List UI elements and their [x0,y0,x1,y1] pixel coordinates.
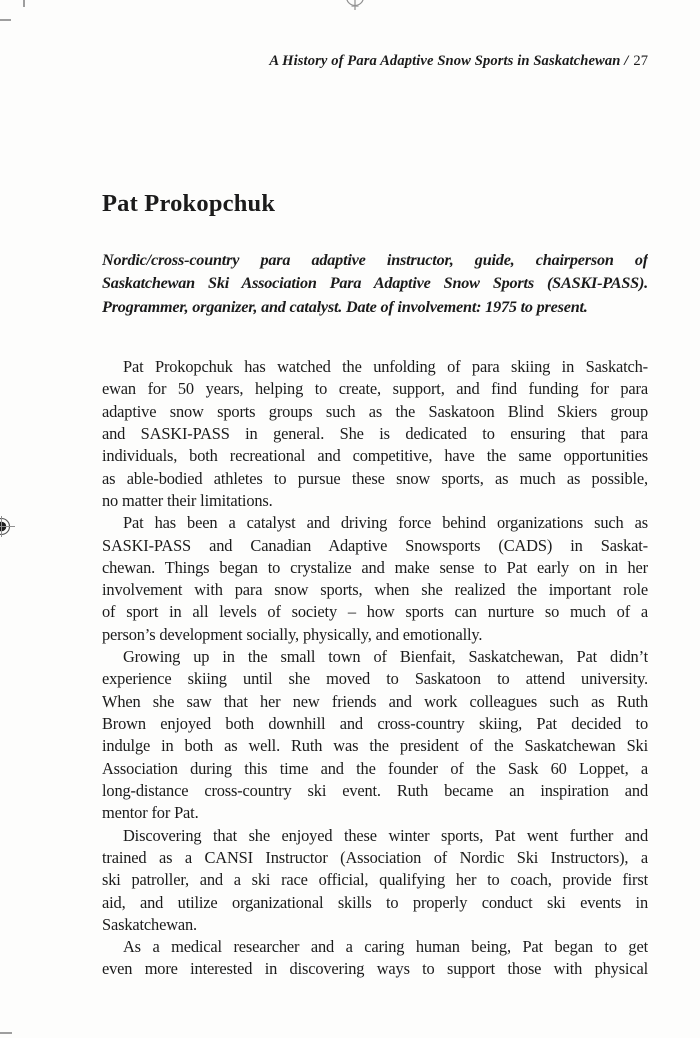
text-line: Association during this time and the founder of the Sask 60 Loppet, a [102,758,648,778]
text-line: Saskatchewan. [102,914,197,934]
text-line: mentor for Pat. [102,803,199,823]
page-title: Pat Prokopchuk [102,190,276,218]
text-line: trained as a CANSI Instructor (Association of Nordic Ski Instructors), a [102,847,648,867]
body-text [102,356,648,981]
text-line: SASKI-PASS and Canadian Adaptive Snowsports (CADS) in Saskat- [102,535,648,555]
text-line: ewan for 50 years, helping to create, support, and find funding for para [102,379,648,399]
text-line: When she saw that her new friends and work colleagues such as Ruth [102,691,648,711]
text-line: person’s development socially, physically, and emotionally. [102,624,483,644]
running-title: A History of Para Adaptive Snow Sports in Saskatchewan / [269,53,629,69]
subtitle-line: Saskatchewan Ski Association Para Adaptive Snow Sports (SASKI-PASS). [102,274,648,293]
text-line: long-distance cross-country ski event. Ruth became an inspiration and [102,780,648,800]
text-line: adaptive snow sports groups such as the Saskatoon Blind Skiers group [102,401,648,421]
text-line: even more interested in discovering ways to support those with physical [102,959,648,979]
bio-summary [102,249,648,319]
crop-mark-top-left-horizontal-icon [0,19,11,21]
text-line: experience skiing until she moved to Saskatoon to attend university. [102,669,648,689]
registration-mark-top-center-icon [343,0,367,12]
crop-mark-bottom-left-icon [0,1032,12,1034]
text-line: as able-bodied athletes to pursue these snow sports, as much as possible, [102,468,648,488]
subtitle-line: Nordic/cross-country para adaptive instructor, guide, chairperson of [102,251,648,269]
text-line: Pat Prokopchuk has watched the unfolding of para skiing in Saskatch- [123,357,648,376]
text-line: As a medical researcher and a caring human being, Pat began to get [123,937,648,957]
text-line: indulge in both as well. Ruth was the president of the Saskatchewan Ski [102,736,648,756]
text-line: no matter their limitations. [102,490,273,510]
text-line: involvement with para snow sports, when she realized the important role [102,580,648,600]
registration-mark-left-edge-icon [0,512,17,541]
text-line: Growing up in the small town of Bienfait, Saskatchewan, Pat didn’t [123,647,648,667]
text-line: of sport in all levels of society – how sports can nurture so much of a [102,602,648,622]
text-line: individuals, both recreational and competitive, have the same opportunities [102,446,648,466]
text-line: and SASKI-PASS in general. She is dedicated to ensuring that para [102,423,648,443]
subtitle-line: Programmer, organizer, and catalyst. Date of involvement: 1975 to present. [102,297,588,316]
text-line: Pat has been a catalyst and driving force behind organizations such as [123,513,648,533]
text-line: ski patroller, and a ski race official, qualifying her to coach, provide first [102,870,648,890]
text-line: Discovering that she enjoyed these winter sports, Pat went further and [123,825,648,845]
text-line: chewan. Things began to crystalize and make sense to Pat early on in her [102,557,648,577]
page-header [102,52,648,70]
text-line: Brown enjoyed both downhill and cross-country skiing, Pat decided to [102,714,648,733]
page-number: 27 [633,53,648,69]
text-line: aid, and utilize organizational skills to properly conduct ski events in [102,892,648,912]
crop-mark-top-left-vertical-icon [23,0,25,7]
